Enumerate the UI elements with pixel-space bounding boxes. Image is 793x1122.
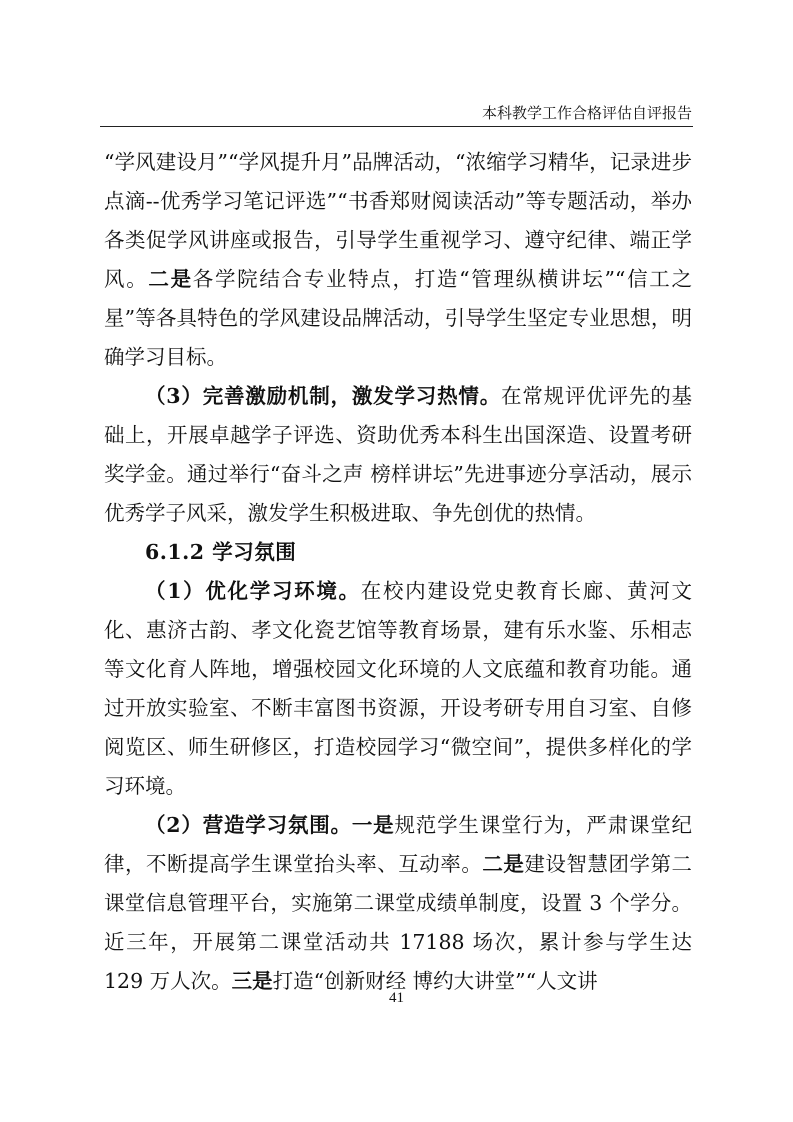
bold-lead: 三是 <box>231 969 273 993</box>
bold-lead: 二是 <box>482 852 525 876</box>
paragraph-continued <box>104 143 692 377</box>
running-header: 本科教学工作合格评估自评报告 <box>481 104 692 122</box>
paragraph-text: 在校内建设党史教育长廊、黄河文化、惠济古韵、孝文化瓷艺馆等教育场景，建有乐水鉴、乐相志等文化育人阵地，增强校园文化环境的人文底蕴和教育功能。通过开放实验室、不断丰富图书资源，开设考研专用自习室、自修阅览区、师生研修区，打造校园学习“微空间”，提供多样化的学习环境。 <box>104 579 693 798</box>
paragraph-atmosphere <box>104 806 692 1001</box>
paragraph-text: 建设智慧团学第二课堂信息管理平台，实施第二课堂成绩单制度，设置 3 个学分。近三年，开展第二课堂活动共 17188 场次，累计参与学生达 129 万人次。 <box>104 852 693 993</box>
body-text <box>104 143 692 1001</box>
paragraph-text: 规范学生课堂行为，严肃课堂纪律，不断提高学生课堂抬头率、互动率。 <box>104 813 693 876</box>
paragraph-lead-heading: （1）优化学习环境。 <box>145 579 361 603</box>
paragraph-text: 各学院结合专业特点，打造“管理纵横讲坛”“信工之星”等各具特色的学风建设品牌活动，引导学生坚定专业思想，明确学习目标。 <box>104 267 692 369</box>
paragraph-environment <box>104 572 692 806</box>
paragraph-text: “学风建设月”“学风提升月”品牌活动，“浓缩学习精华，记录进步点滴--优秀学习笔记评选”“书香郑财阅读活动”等专题活动，举办各类促学风讲座或报告，引导学生重视学习、遵守纪律、端正学风。 <box>104 150 692 291</box>
bold-lead: 二是 <box>148 267 193 291</box>
paragraph-incentive <box>104 377 692 533</box>
paragraph-lead-heading: （2）营造学习氛围。 <box>145 813 352 837</box>
header-divider <box>100 126 693 127</box>
page-number: 41 <box>389 990 404 1006</box>
paragraph-text: 打造“创新财经 博约大讲堂”“人文讲 <box>272 969 598 993</box>
section-heading: 6.1.2 学习氛围 <box>145 540 297 564</box>
paragraph-lead-heading: （3）完善激励机制，激发学习热情。 <box>145 384 502 408</box>
paragraph-text: 在常规评优评先的基础上，开展卓越学子评选、资助优秀本科生出国深造、设置考研奖学金。通过举行“奋斗之声 榜样讲坛”先进事迹分享活动，展示优秀学子风采，激发学生积极进取、争先创优的热情。 <box>104 384 693 525</box>
bold-lead: 一是 <box>351 813 395 837</box>
